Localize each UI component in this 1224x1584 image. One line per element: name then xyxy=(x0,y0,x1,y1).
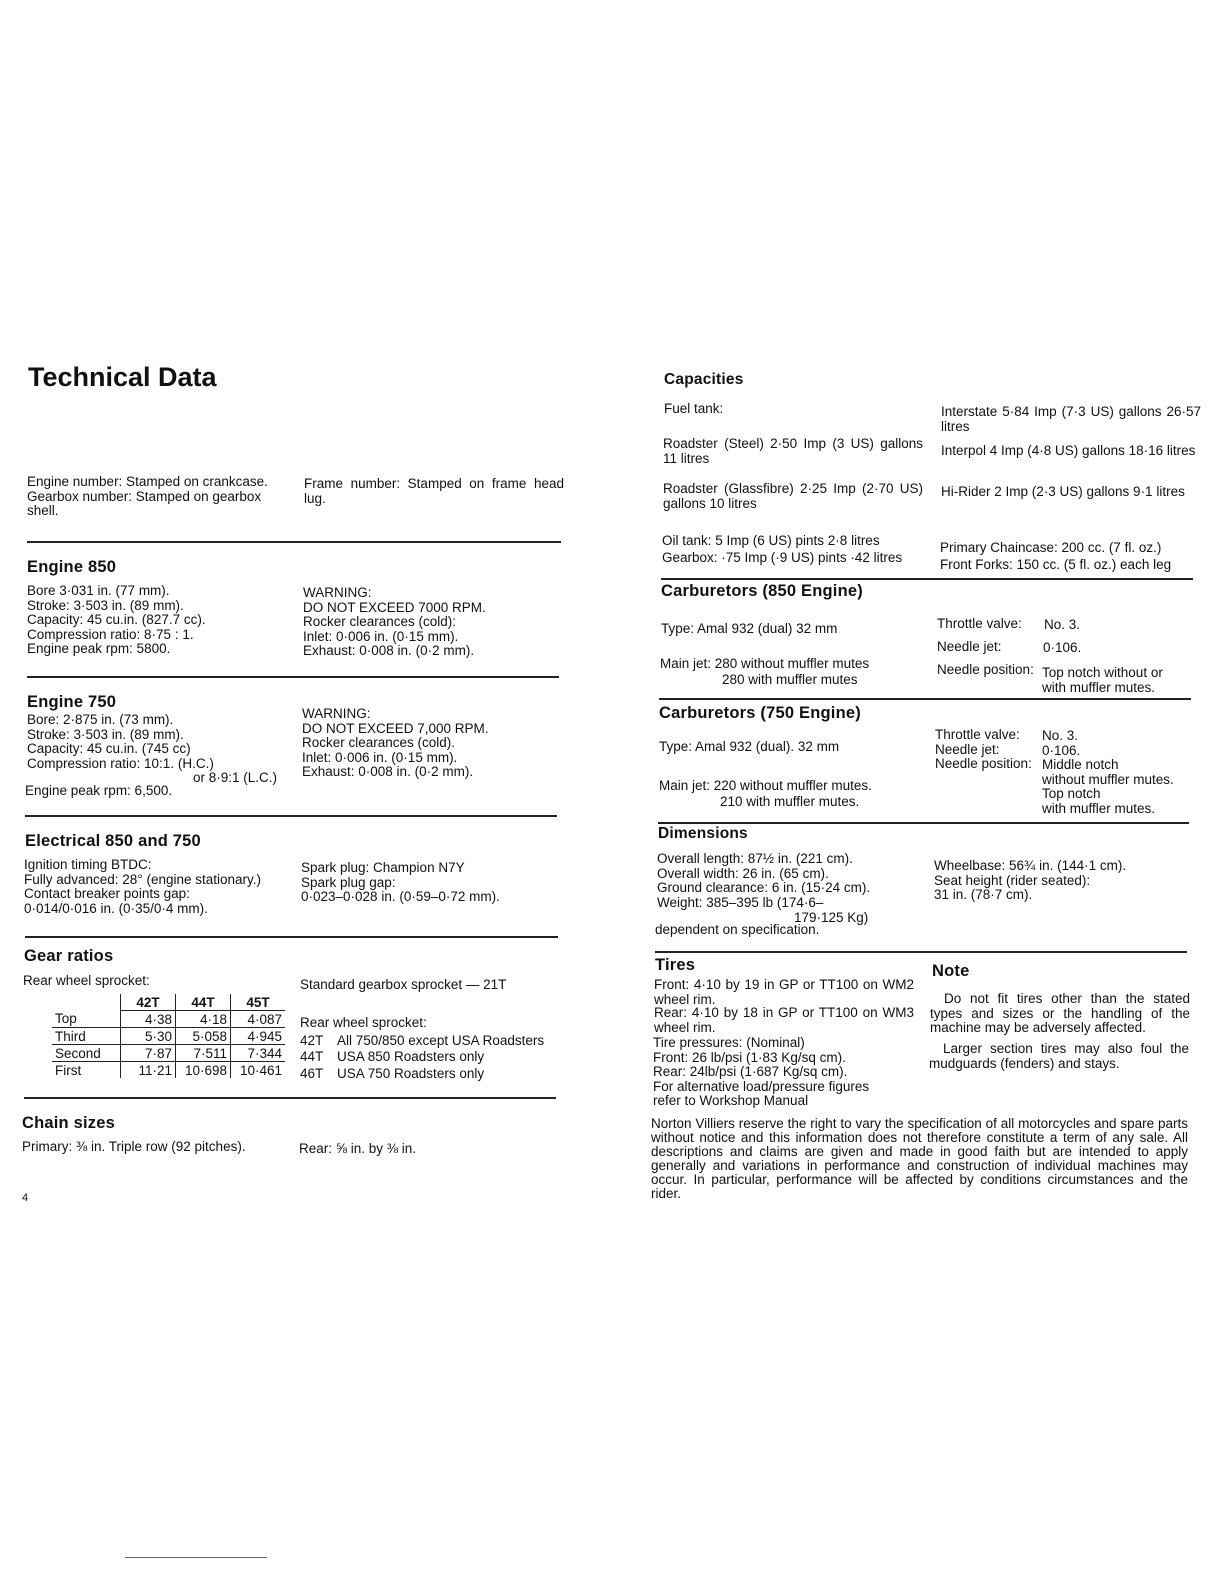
table-row xyxy=(52,1028,285,1045)
carb-750-type: Type: Amal 932 (dual). 32 mm xyxy=(659,739,840,754)
chain-sizes-heading: Chain sizes xyxy=(22,1114,115,1132)
divider xyxy=(27,676,559,678)
gear-value: 4·38 xyxy=(121,1011,176,1028)
gear-value: 5·30 xyxy=(121,1028,176,1045)
engine-850-warning: WARNING: DO NOT EXCEED 7000 RPM. Rocker clearances (cold): Inlet: 0·006 in. (0·15 mm). Exhaust: 0·008 in. (0·2 mm). xyxy=(303,585,486,658)
gear-value: 7·87 xyxy=(121,1045,176,1062)
interpol-capacity: Interpol 4 Imp (4·8 US) gallons 18·16 litres xyxy=(941,443,1196,458)
roadster-steel: Roadster (Steel) 2·50 Imp (3 US) gallons 11 litres xyxy=(663,436,923,466)
oil-gearbox-capacity: Oil tank: 5 Imp (6 US) pints 2·8 litres Gearbox: ·75 Imp (·9 US) pints ·42 litres xyxy=(662,533,903,565)
sprocket-desc: All 750/850 except USA Roadsters xyxy=(337,1033,545,1048)
dimensions-heading: Dimensions xyxy=(658,825,748,842)
carb-850-main-jet: Main jet: 280 without muffler mutes xyxy=(660,656,870,671)
gear-label: First xyxy=(55,1062,82,1078)
tires-heading: Tires xyxy=(655,956,696,974)
engine-750-peak: Engine peak rpm: 6,500. xyxy=(25,783,173,798)
carb-750-heading: Carburetors (750 Engine) xyxy=(659,704,861,722)
gear-ratios-heading: Gear ratios xyxy=(24,947,114,965)
gear-col-header: 45T xyxy=(231,994,286,1011)
sprocket-code: 44T xyxy=(300,1049,324,1064)
divider xyxy=(27,541,561,543)
tire-pressures: Tire pressures: (Nominal) Front: 26 lb/psi (1·83 Kg/sq cm). Rear: 24lb/psi (1·687 Kg/sq cm). For alternative load/pressure figures refer to Workshop Manual xyxy=(653,1035,870,1108)
interstate-capacity: Interstate 5·84 Imp (7·3 US) gallons 26·57 litres xyxy=(941,404,1201,434)
engine-750-specs: Bore: 2·875 in. (73 mm). Stroke: 3·503 in. (89 mm). Capacity: 45 cu.in. (745 cc) Compression ratio: 10:1. (H.C.) xyxy=(27,712,214,771)
carb-850-type: Type: Amal 932 (dual) 32 mm xyxy=(661,621,838,636)
sprocket-desc: USA 750 Roadsters only xyxy=(337,1066,485,1081)
carb-850-throttle-label: Throttle valve: xyxy=(937,616,1022,631)
engine-850-specs: Bore 3·031 in. (77 mm). Stroke: 3·503 in. (89 mm). Capacity: 45 cu.in. (827.7 cc). Compression ratio: 8·75 : 1. Engine peak rpm: 5800. xyxy=(27,583,206,656)
dimensions-left: Overall length: 87½ in. (221 cm). Overall width: 26 in. (65 cm). Ground clearance: 6 in. (15·24 cm). Weight: 385–395 lb (174·6– xyxy=(657,851,871,910)
gear-value: 7·511 xyxy=(176,1045,231,1062)
gear-value: 4·087 xyxy=(231,1011,286,1028)
carb-750-values: No. 3. 0·106. Middle notch without muffler mutes. Top notch with muffler mutes. xyxy=(1042,728,1174,816)
dimensions-weight-2: 179·125 Kg) xyxy=(794,910,869,925)
carb-850-needle-label: Needle jet: xyxy=(937,639,1002,654)
standard-sprocket: Standard gearbox sprocket — 21T xyxy=(300,977,507,992)
sprocket-code: 46T xyxy=(300,1066,324,1081)
capacities-heading: Capacities xyxy=(664,371,744,388)
divider xyxy=(655,951,1187,953)
tires-front: Front: 4·10 by 19 in GP or TT100 on WM2 wheel rim. xyxy=(654,977,914,1007)
gear-value: 11·21 xyxy=(121,1062,176,1079)
carb-750-labels: Throttle valve: Needle jet: Needle position: xyxy=(935,727,1032,771)
engine-750-ratio-lc: or 8·9:1 (L.C.) xyxy=(193,770,278,785)
table-row xyxy=(52,1045,285,1062)
disclaimer: Norton Villiers reserve the right to vary the specification of all motorcycles and spare parts without notice and this information does not therefore constitute a term of any sale. All descriptions and claims are given and made in good faith but are intended to apply generally and variations in performance and construction of individual machines may occur. In particular, performance will be affected by conditions circumstances and the rider. xyxy=(651,1116,1188,1201)
gear-label: Second xyxy=(52,1045,121,1062)
carb-850-heading: Carburetors (850 Engine) xyxy=(661,582,863,600)
chain-rear: Rear: ⅝ in. by ⅜ in. xyxy=(299,1141,417,1156)
table-row xyxy=(52,1062,285,1079)
divider xyxy=(658,822,1189,824)
carb-750-main-jet: Main jet: 220 without muffler mutes. xyxy=(659,778,872,793)
page-title: Technical Data xyxy=(28,362,217,392)
frame-number: Frame number: Stamped on frame head lug. xyxy=(304,476,564,506)
carb-850-throttle: No. 3. xyxy=(1044,617,1081,632)
dimensions-dependent: dependent on specification. xyxy=(655,922,820,937)
rear-sprocket-label: Rear wheel sprocket: xyxy=(23,973,150,988)
gear-value: 5·058 xyxy=(176,1028,231,1045)
gear-value: 10·698 xyxy=(176,1062,231,1079)
fuel-tank-label: Fuel tank: xyxy=(664,401,724,416)
carb-850-needle: 0·106. xyxy=(1043,640,1082,655)
divider xyxy=(659,698,1191,700)
engine-850-heading: Engine 850 xyxy=(27,558,117,576)
note-paragraph-2: Larger section tires may also foul the mudguards (fenders) and stays. xyxy=(929,1041,1189,1071)
carb-850-main-jet-2: 280 with muffler mutes xyxy=(722,672,858,687)
table-row xyxy=(52,1011,285,1028)
engine-gearbox-numbers: Engine number: Stamped on crankcase. Gearbox number: Stamped on gearbox shell. xyxy=(27,474,268,518)
note-heading: Note xyxy=(932,962,970,980)
divider xyxy=(661,578,1193,580)
spark-plug-specs: Spark plug: Champion N7Y Spark plug gap: 0·023–0·028 in. (0·59–0·72 mm). xyxy=(301,860,500,904)
electrical-heading: Electrical 850 and 750 xyxy=(25,832,201,850)
gear-value: 4·945 xyxy=(231,1028,286,1045)
carb-850-position-label: Needle position: xyxy=(937,662,1034,677)
roadster-glassfibre: Roadster (Glassfibre) 2·25 Imp (2·70 US) gallons 10 litres xyxy=(663,481,923,511)
chain-primary: Primary: ⅜ in. Triple row (92 pitches). xyxy=(22,1139,246,1154)
gear-ratio-table xyxy=(52,994,285,1078)
dimensions-right: Wheelbase: 56¾ in. (144·1 cm). Seat height (rider seated): 31 in. (78·7 cm). xyxy=(934,858,1127,902)
footer-link-line xyxy=(125,1557,267,1558)
ignition-specs: Ignition timing BTDC: Fully advanced: 28° (engine stationary.) Contact breaker points gap: 0·014/0·016 in. (0·35/0·4 mm). xyxy=(24,857,262,916)
engine-750-heading: Engine 750 xyxy=(27,693,117,711)
gear-value: 4·18 xyxy=(176,1011,231,1028)
divider xyxy=(25,815,557,817)
gear-label: Top xyxy=(52,1011,121,1028)
gear-value: 7·344 xyxy=(231,1045,286,1062)
gear-label: Third xyxy=(52,1028,121,1045)
note-paragraph-1: Do not fit tires other than the stated types and sizes or the handling of the machine may be adversely affected. xyxy=(930,991,1190,1035)
tires-rear: Rear: 4·10 by 18 in GP or TT100 on WM3 wheel rim. xyxy=(654,1005,914,1035)
sprocket-code: 42T xyxy=(300,1033,324,1048)
gear-col-header: 44T xyxy=(176,994,231,1011)
hirider-capacity: Hi-Rider 2 Imp (2·3 US) gallons 9·1 litres xyxy=(941,484,1185,499)
gear-value: 10·461 xyxy=(231,1062,286,1079)
sprocket-desc: USA 850 Roadsters only xyxy=(337,1049,485,1064)
engine-750-warning: WARNING: DO NOT EXCEED 7,000 RPM. Rocker clearances (cold). Inlet: 0·006 in. (0·15 mm). Exhaust: 0·008 in. (0·2 mm). xyxy=(302,706,489,779)
rear-sprocket-title: Rear wheel sprocket: xyxy=(300,1015,427,1030)
primary-forks-capacity: Primary Chaincase: 200 cc. (7 fl. oz.) Front Forks: 150 cc. (5 fl. oz.) each leg xyxy=(940,540,1172,572)
gear-col-header: 42T xyxy=(121,994,176,1011)
page-number: 4 xyxy=(22,1192,29,1204)
carb-850-position: Top notch without or with muffler mutes. xyxy=(1042,665,1163,695)
divider xyxy=(25,936,558,938)
divider xyxy=(24,1097,556,1099)
carb-750-main-jet-2: 210 with muffler mutes. xyxy=(720,794,860,809)
